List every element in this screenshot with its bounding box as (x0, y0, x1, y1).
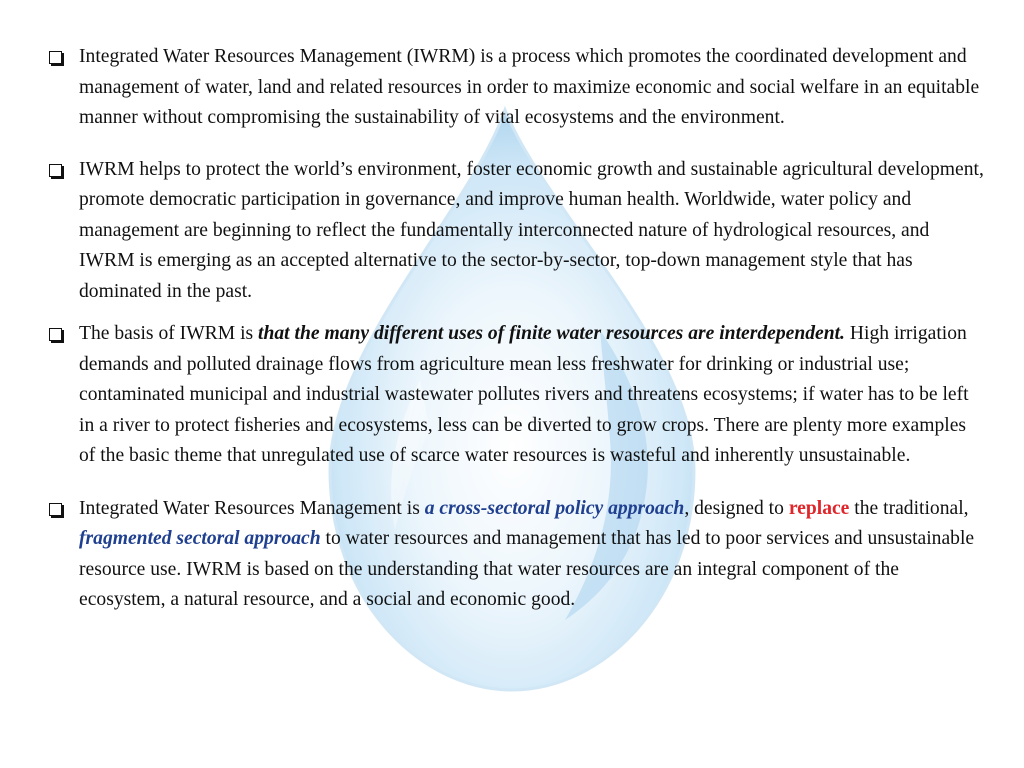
bullet-emphasis-blue-text: fragmented sectoral approach (79, 528, 321, 549)
bullet-lead-text: Integrated Water Resources Management is (79, 497, 425, 519)
bullet-mid-text: , designed to (684, 497, 789, 519)
bullet-iwrm-basis (46, 319, 986, 472)
checkbox-bullet-icon (49, 164, 62, 177)
bullet-text: IWRM helps to protect the world’s environment, foster economic growth and sustainable agricultural development, promote democratic participation in governance, and improve human health. Worldwide, water policy and management are beginning to reflect the fundamentally interconnected nature of hydrological resources, and IWRM is emerging as an accepted alternative to the sector-by-sector, top-down management style that has dominated in the past. (79, 158, 984, 302)
checkbox-bullet-icon (49, 328, 62, 341)
checkbox-bullet-icon (49, 503, 62, 516)
bullet-iwrm-approach (46, 494, 986, 616)
bullet-iwrm-definition (46, 42, 986, 134)
bullet-mid-text: the traditional, (849, 497, 969, 519)
bullet-lead-text: The basis of IWRM is (79, 323, 259, 344)
checkbox-bullet-icon (49, 51, 62, 64)
bullet-text: Integrated Water Resources Management (IWRM) is a process which promotes the coordinated development and management of water, land and related resources in order to maximize economic and social welfare in an equitable manner without compromising the sustainability of vital ecosystems and the environment. (79, 46, 980, 128)
bullet-emphasis-red-text: replace (788, 497, 850, 519)
bullet-emphasis-blue-text: a cross-sectoral policy approach (424, 497, 685, 519)
bullet-iwrm-benefits (46, 155, 986, 308)
bullet-rest-text: High irrigation demands and polluted drainage flows from agriculture mean less freshwater for drinking or industrial use; contaminated municipal and industrial wastewater pollutes rivers and threatens ecosystems; if water has to be left in a river to protect fisheries and ecosystems, less can be diverted to grow crops. There are plenty more examples of the basic theme that unregulated use of scarce water resources is wasteful and inherently unsustainable. (79, 323, 969, 466)
bullet-emphasis-text: that the many different uses of finite water resources are interdependent. (258, 323, 845, 344)
bullet-rest-text: to water resources and management that has led to poor services and unsustainable resource use. IWRM is based on the understanding that water resources are an integral component of the ecosystem, a natural resource, and a social and economic good. (79, 528, 975, 610)
slide-content (46, 42, 986, 616)
